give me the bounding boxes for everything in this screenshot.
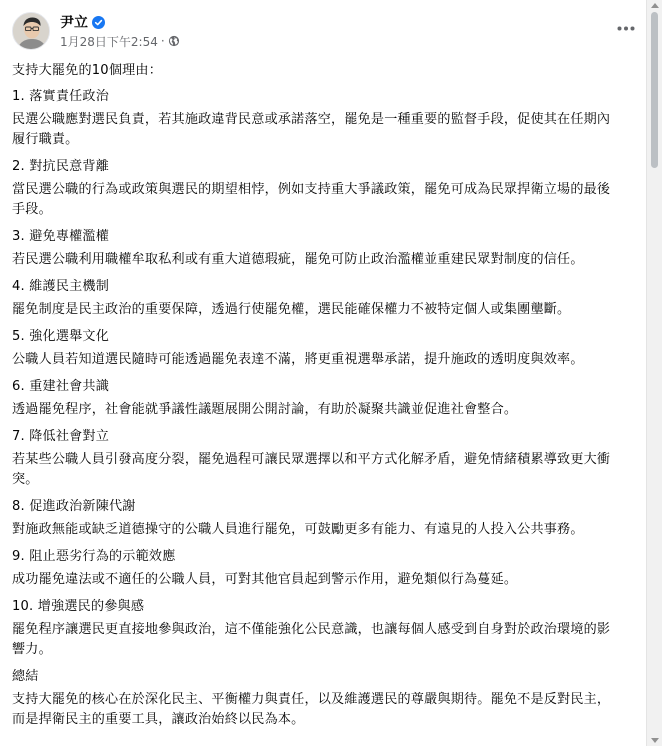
post-line-body-3: 若民選公職利用職權牟取私利或有重大道德瑕疵，罷免可防止政治濫權並重建民眾對制度的信任。 bbox=[12, 252, 584, 267]
verified-badge-icon bbox=[92, 16, 105, 29]
scrollbar-thumb[interactable] bbox=[651, 12, 658, 168]
post-line-body-9: 成功罷免違法或不適任的公職人員，可對其他官員起到警示作用，避免類似行為蔓延。 bbox=[12, 572, 518, 587]
post-line-body-8: 對施政無能或缺乏道德操守的公職人員進行罷免，可鼓勵更多有能力、有遠見的人投入公共事務。 bbox=[12, 522, 584, 537]
post-line-heading-10: 10. 增強選民的參與感 bbox=[12, 599, 145, 614]
post-line-body-7b: 突。 bbox=[12, 472, 39, 487]
post-timestamp[interactable]: 1月28日下午2:54 bbox=[60, 34, 158, 49]
post-line-heading-1: 1. 落實責任政治 bbox=[12, 89, 110, 104]
post-line-body-1b: 履行職責。 bbox=[12, 132, 79, 147]
post-line-heading-5: 5. 強化選舉文化 bbox=[12, 329, 110, 344]
post-line-body-5: 公職人員若知道選民隨時可能透過罷免表達不滿，將更重視選舉承諾，提升施政的透明度與效率。 bbox=[12, 352, 584, 367]
avatar-photo bbox=[13, 13, 50, 50]
post-line-body-10a: 罷免程序讓選民更直接地參與政治，這不僅能強化公民意識，也讓每個人感受到自身對於政治環境的影 bbox=[12, 622, 611, 637]
post-line-body-7a: 若某些公職人員引發高度分裂，罷免過程可讓民眾選擇以和平方式化解矛盾，避免情緒積累導致更大衝 bbox=[12, 452, 611, 467]
meta-separator: · bbox=[160, 34, 165, 48]
post-line-heading-6: 6. 重建社會共識 bbox=[12, 379, 110, 394]
post-line-body-4: 罷免制度是民主政治的重要保障，透過行使罷免權，選民能確保權力不被特定個人或集團壟斷。 bbox=[12, 302, 571, 317]
post-line-body-2b: 手段。 bbox=[12, 202, 52, 217]
more-dots-icon bbox=[617, 26, 635, 31]
globe-icon[interactable] bbox=[168, 35, 180, 47]
post-line-summary-b: 而是捍衛民主的重要工具，讓政治始終以民為本。 bbox=[12, 712, 305, 727]
post-line-body-10b: 響力。 bbox=[12, 642, 52, 657]
post-line-summary-heading: 總結 bbox=[12, 669, 39, 684]
post-line-heading-4: 4. 維護民主機制 bbox=[12, 279, 110, 294]
post-line-heading-2: 2. 對抗民意背離 bbox=[12, 159, 110, 174]
post-line-heading-3: 3. 避免專權濫權 bbox=[12, 229, 110, 244]
scroll-up-arrow-icon[interactable] bbox=[651, 3, 659, 8]
scroll-down-arrow-icon[interactable] bbox=[651, 738, 659, 743]
post-line-heading-7: 7. 降低社會對立 bbox=[12, 429, 110, 444]
post-line-body-1a: 民選公職應對選民負責，若其施政違背民意或承諾落空，罷免是一種重要的監督手段，促使其在任期內 bbox=[12, 112, 611, 127]
author-name[interactable]: 尹立 bbox=[60, 15, 88, 31]
post-header bbox=[12, 12, 642, 52]
vertical-scrollbar[interactable] bbox=[646, 0, 662, 746]
post-line-intro: 支持大罷免的10個理由： bbox=[12, 63, 162, 78]
author-avatar[interactable] bbox=[12, 12, 50, 50]
more-options-button[interactable] bbox=[614, 20, 638, 36]
post-line-body-6: 透過罷免程序，社會能就爭議性議題展開公開討論，有助於凝聚共識並促進社會整合。 bbox=[12, 402, 518, 417]
post-line-body-2a: 當民選公職的行為或政策與選民的期望相悖，例如支持重大爭議政策，罷免可成為民眾捍衛立場的最後 bbox=[12, 182, 611, 197]
post-line-heading-8: 8. 促進政治新陳代謝 bbox=[12, 499, 136, 514]
post-line-heading-9: 9. 阻止惡劣行為的示範效應 bbox=[12, 549, 176, 564]
post-line-summary-a: 支持大罷免的核心在於深化民主、平衡權力與責任，以及維護選民的尊嚴與期待。罷免不是反對民主， bbox=[12, 692, 611, 707]
